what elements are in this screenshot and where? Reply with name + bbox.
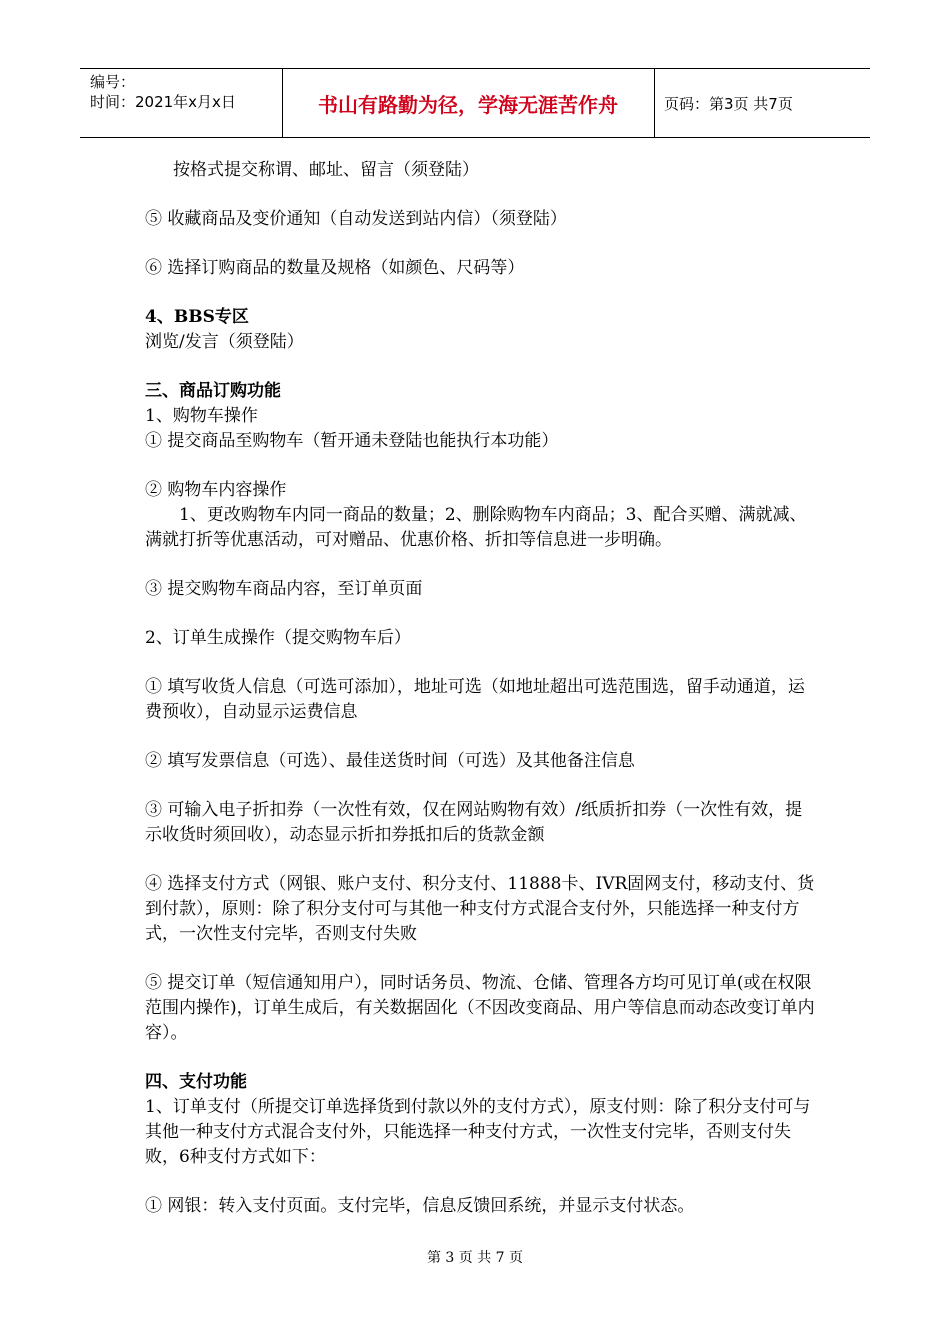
list-item: ① 填写收货人信息（可选可添加），地址可选（如地址超出可选范围选，留手动通道，运费预收），自动显示运费信息 bbox=[145, 677, 805, 722]
list-item: ③ 可输入电子折扣券（一次性有效，仅在网站购物有效）/纸质折扣券（一次性有效，提示收货时须回收），动态显示折扣券抵扣后的货款金额 bbox=[145, 800, 803, 845]
list-item: ② 填写发票信息（可选）、最佳送货时间（可选）及其他备注信息 bbox=[145, 751, 635, 771]
list-item: ③ 提交购物车商品内容，至订单页面 bbox=[145, 579, 423, 599]
list-item: ① 提交商品至购物车（暂开通未登陆也能执行本功能） bbox=[145, 431, 559, 451]
motto-title: 书山有路勤为径，学海无涯苦作舟 bbox=[282, 69, 655, 137]
section-heading: 三、商品订购功能 bbox=[145, 381, 281, 401]
header-table bbox=[80, 68, 870, 138]
section-heading: 4、BBS专区 bbox=[145, 307, 249, 327]
list-item: ④ 选择支付方式（网银、账户支付、积分支付、11888卡、IVR固网支付，移动支付、货到付款），原则：除了积分支付可与其他一种支付方式混合支付外，只能选择一种支付方式，一次性支付完毕，否则支付失败 bbox=[145, 874, 815, 944]
page-footer: 第 3 页 共 7 页 bbox=[426, 1250, 524, 1266]
paragraph: 1、更改购物车内同一商品的数量；2、删除购物车内商品；3、配合买赠、满就减、满就打折等优惠活动，可对赠品、优惠价格、折扣等信息进一步明确。 bbox=[145, 505, 807, 550]
subheading: 2、订单生成操作（提交购物车后） bbox=[145, 628, 411, 648]
list-item: ② 购物车内容操作 bbox=[145, 480, 287, 500]
section-heading: 四、支付功能 bbox=[145, 1072, 247, 1092]
serial-number-label: 编号： bbox=[90, 73, 136, 91]
list-item: ① 网银：转入支付页面。支付完毕，信息反馈回系统，并显示支付状态。 bbox=[145, 1196, 695, 1216]
header-meta-cell bbox=[80, 69, 283, 137]
date-label: 时间：2021年x月x日 bbox=[90, 93, 236, 111]
list-item: ⑥ 选择订购商品的数量及规格（如颜色、尺码等） bbox=[145, 258, 525, 278]
list-item: ⑤ 收藏商品及变价通知（自动发送到站内信）（须登陆） bbox=[145, 209, 567, 229]
subheading: 1、购物车操作 bbox=[145, 406, 258, 426]
paragraph: 按格式提交称谓、邮址、留言（须登陆） bbox=[173, 160, 479, 180]
document-body bbox=[145, 158, 815, 1219]
page-number-label: 页码：第3页 共7页 bbox=[664, 94, 793, 113]
paragraph: 浏览/发言（须登陆） bbox=[145, 332, 304, 352]
paragraph: 1、订单支付（所提交订单选择货到付款以外的支付方式），原支付则：除了积分支付可与其他一种支付方式混合支付外，只能选择一种支付方式，一次性支付完毕，否则支付失败，6种支付方式如下： bbox=[145, 1097, 811, 1167]
list-item: ⑤ 提交订单（短信通知用户），同时话务员、物流、仓储、管理各方均可见订单(或在权限范围内操作)，订单生成后，有关数据固化（不因改变商品、用户等信息而动态改变订单内容）。 bbox=[145, 973, 815, 1043]
